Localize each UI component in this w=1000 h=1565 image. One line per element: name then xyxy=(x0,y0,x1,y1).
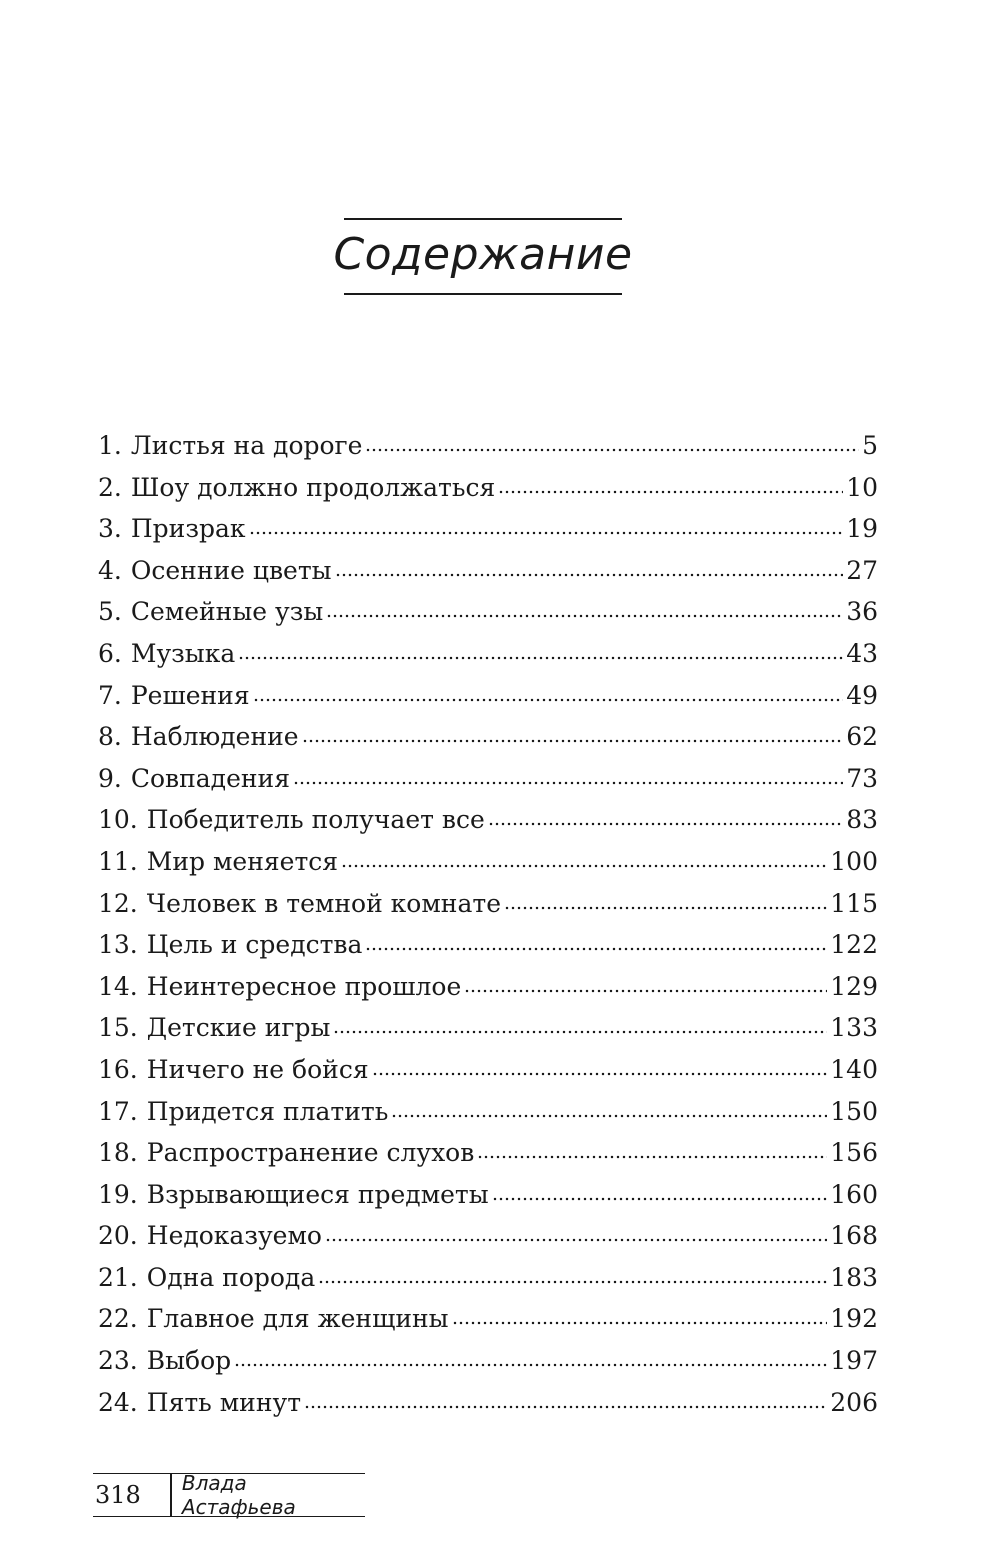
toc-entry-number: 7. xyxy=(98,680,122,710)
footer-page-number: 318 xyxy=(95,1481,141,1509)
dot-leader xyxy=(234,1362,827,1368)
toc-entry-number: 1. xyxy=(98,431,122,460)
toc-entry-title: Ничего не бойся xyxy=(146,1054,369,1084)
toc-entry xyxy=(98,1049,878,1091)
dot-leader xyxy=(452,1320,828,1326)
dot-leader xyxy=(341,863,827,869)
toc-entry-title: Победитель получает все xyxy=(146,805,485,835)
toc-entry-number: 16. xyxy=(98,1054,138,1084)
toc-entry-title: Совпадения xyxy=(130,763,290,793)
toc-entry-number: 8. xyxy=(98,722,122,752)
dot-leader xyxy=(365,946,827,952)
toc-entry xyxy=(98,1382,878,1424)
dot-leader xyxy=(333,1029,827,1035)
toc-entry-title: Распространение слухов xyxy=(146,1138,475,1168)
toc-entry-number: 4. xyxy=(98,555,122,585)
toc-entry-page: 73 xyxy=(846,763,878,793)
toc-entry-page: 19 xyxy=(846,514,878,544)
toc-entry xyxy=(98,1132,878,1174)
toc-entry xyxy=(98,966,878,1008)
toc-entry-number: 13. xyxy=(98,930,138,960)
toc-entry-page: 192 xyxy=(830,1304,878,1334)
toc-entry xyxy=(98,1340,878,1382)
toc-entry-number: 14. xyxy=(98,971,138,1001)
dot-leader xyxy=(293,780,843,786)
toc-entry-page: 49 xyxy=(846,680,878,710)
dot-leader xyxy=(249,530,844,536)
toc-entry xyxy=(98,883,878,925)
toc-entry-title: Мир меняется xyxy=(146,846,339,876)
toc-entry xyxy=(98,675,878,717)
toc-entry-title: Выбор xyxy=(146,1346,232,1376)
toc-entry xyxy=(98,550,878,592)
dot-leader xyxy=(477,1154,827,1160)
toc-entry-title: Осенние цветы xyxy=(130,555,332,585)
toc-entry-title: Листья на дороге xyxy=(130,431,363,460)
toc-entry-number: 18. xyxy=(98,1138,138,1168)
toc-entry-title: Решения xyxy=(130,680,250,710)
toc-entry-page: 133 xyxy=(830,1013,878,1043)
toc-entry-page: 129 xyxy=(830,971,878,1001)
toc-entry xyxy=(98,425,878,467)
toc-entry-title: Семейные узы xyxy=(130,597,324,627)
dot-leader xyxy=(238,655,843,661)
page-heading xyxy=(333,218,633,295)
dot-leader xyxy=(318,1279,827,1285)
toc-entry-number: 24. xyxy=(98,1387,138,1417)
toc-entry-title: Музыка xyxy=(130,638,236,668)
toc-entry-title: Придется платить xyxy=(146,1096,389,1126)
toc-entry xyxy=(98,508,878,550)
toc-entry xyxy=(98,467,878,509)
dot-leader xyxy=(488,821,843,827)
toc-entry-number: 17. xyxy=(98,1096,138,1126)
toc-entry-title: Шоу должно продолжаться xyxy=(130,472,496,502)
toc-entry-page: 122 xyxy=(830,930,878,960)
toc-entry-title: Взрывающиеся предметы xyxy=(146,1179,489,1209)
table-of-contents xyxy=(98,425,878,1423)
toc-entry xyxy=(98,924,878,966)
dot-leader xyxy=(325,1237,827,1243)
toc-entry-page: 10 xyxy=(846,472,878,502)
toc-entry-title: Человек в темной комнате xyxy=(146,888,501,918)
toc-entry-page: 150 xyxy=(830,1096,878,1126)
toc-entry xyxy=(98,1215,878,1257)
toc-entry xyxy=(98,758,878,800)
toc-entry xyxy=(98,1091,878,1133)
page-footer xyxy=(93,1473,365,1517)
toc-entry-number: 22. xyxy=(98,1304,138,1334)
toc-entry-title: Детские игры xyxy=(146,1013,331,1043)
toc-entry-number: 10. xyxy=(98,805,138,835)
toc-entry-number: 20. xyxy=(98,1221,138,1251)
toc-entry-number: 15. xyxy=(98,1013,138,1043)
toc-entry-page: 43 xyxy=(846,638,878,668)
toc-entry-number: 23. xyxy=(98,1346,138,1376)
toc-entry xyxy=(98,1257,878,1299)
toc-entry xyxy=(98,1174,878,1216)
footer-author: Влада Астафьева xyxy=(181,1471,296,1519)
toc-entry-page: 206 xyxy=(830,1387,878,1417)
dot-leader xyxy=(335,572,844,578)
dot-leader xyxy=(498,489,843,495)
dot-leader xyxy=(302,738,844,744)
toc-entry-page: 27 xyxy=(846,555,878,585)
toc-entry-page: 197 xyxy=(830,1346,878,1376)
dot-leader xyxy=(253,697,844,703)
toc-entry xyxy=(98,633,878,675)
toc-entry-title: Призрак xyxy=(130,514,246,544)
toc-entry-number: 12. xyxy=(98,888,138,918)
toc-entry-title: Цель и средства xyxy=(146,930,363,960)
toc-entry-number: 2. xyxy=(98,472,122,502)
dot-leader xyxy=(504,905,827,911)
dot-leader xyxy=(365,447,859,453)
toc-entry-title: Недоказуемо xyxy=(146,1221,322,1251)
toc-entry-title: Главное для женщины xyxy=(146,1304,449,1334)
toc-entry-page: 83 xyxy=(846,805,878,835)
toc-entry-page: 115 xyxy=(830,888,878,918)
toc-entry-page: 140 xyxy=(830,1054,878,1084)
toc-entry xyxy=(98,841,878,883)
page-title: Содержание xyxy=(333,228,633,280)
toc-entry-page: 100 xyxy=(830,846,878,876)
toc-entry xyxy=(98,1298,878,1340)
toc-entry xyxy=(98,799,878,841)
toc-entry-number: 9. xyxy=(98,763,122,793)
toc-entry-page: 36 xyxy=(846,597,878,627)
toc-entry-title: Наблюдение xyxy=(130,722,299,752)
toc-entry-page: 5 xyxy=(862,431,878,460)
dot-leader xyxy=(391,1113,827,1119)
dot-leader xyxy=(464,988,827,994)
dot-leader xyxy=(492,1196,828,1202)
toc-entry-page: 168 xyxy=(830,1221,878,1251)
toc-entry-page: 183 xyxy=(830,1262,878,1292)
toc-entry-number: 5. xyxy=(98,597,122,627)
toc-entry-number: 11. xyxy=(98,846,138,876)
toc-entry-page: 160 xyxy=(830,1179,878,1209)
toc-entry xyxy=(98,716,878,758)
toc-entry-title: Неинтересное прошлое xyxy=(146,971,462,1001)
toc-entry xyxy=(98,591,878,633)
dot-leader xyxy=(372,1071,828,1077)
toc-entry-number: 3. xyxy=(98,514,122,544)
toc-entry-title: Пять минут xyxy=(146,1387,302,1417)
toc-entry-page: 156 xyxy=(830,1138,878,1168)
toc-entry-number: 6. xyxy=(98,638,122,668)
toc-entry xyxy=(98,1007,878,1049)
toc-entry-page: 62 xyxy=(846,722,878,752)
dot-leader xyxy=(326,613,843,619)
toc-entry-title: Одна порода xyxy=(146,1262,316,1292)
dot-leader xyxy=(304,1404,827,1410)
toc-entry-number: 21. xyxy=(98,1262,138,1292)
toc-entry-number: 19. xyxy=(98,1179,138,1209)
